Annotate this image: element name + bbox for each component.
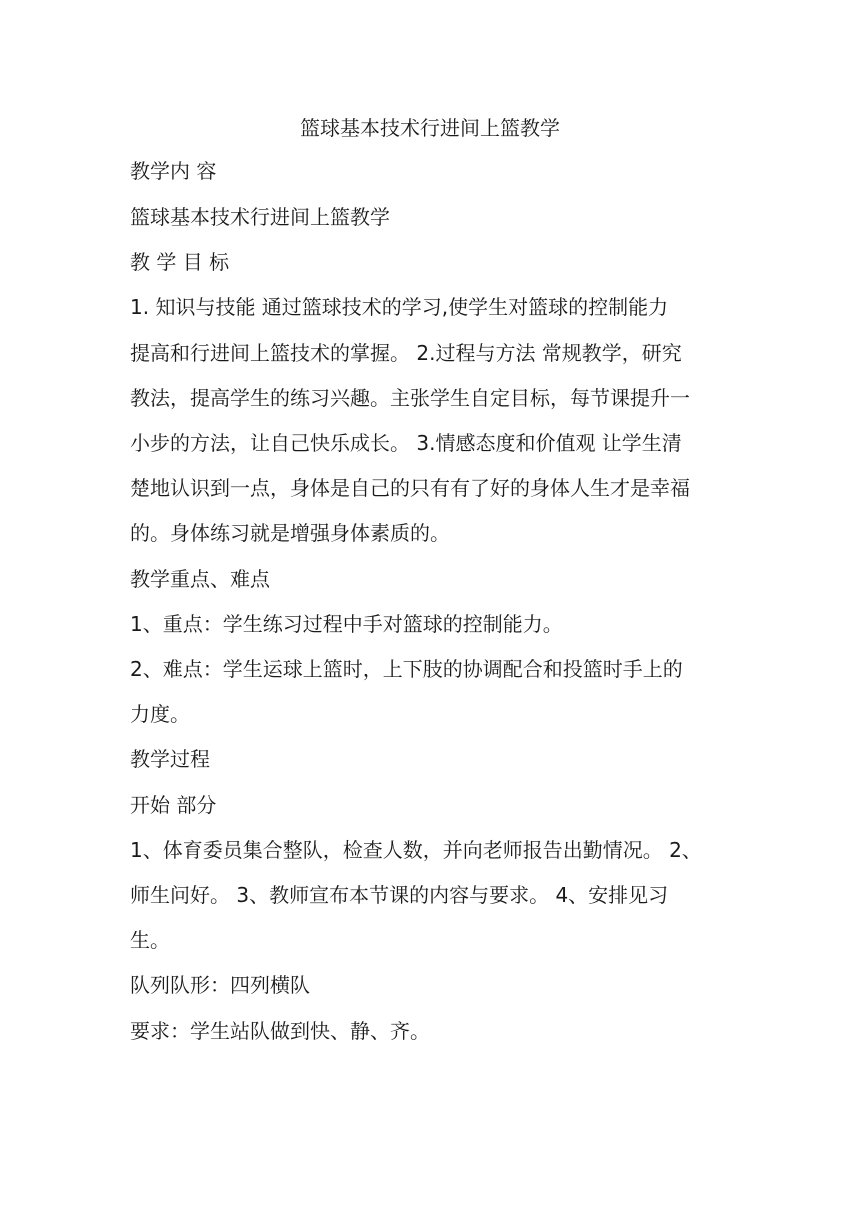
paragraph-line: 小步的方法，让自己快乐成长。 3.情感态度和价值观 让学生清 (130, 431, 682, 455)
paragraph-line: 队列队形：四列横队 (130, 973, 310, 997)
paragraph-line: 的。身体练习就是增强身体素质的。 (130, 521, 450, 545)
paragraph-line: 篮球基本技术行进间上篮教学 (130, 205, 390, 229)
paragraph-line: 要求：学生站队做到快、静、齐。 (130, 1019, 430, 1043)
paragraph-line: 1、体育委员集合整队，检查人数，并向老师报告出勤情况。 2、 (130, 838, 702, 862)
paragraph-line: 1、重点：学生练习过程中手对篮球的控制能力。 (130, 612, 563, 636)
paragraph-line: 师生问好。 3、教师宣布本节课的内容与要求。 4、安排见习 (130, 883, 669, 907)
heading-teaching-content: 教学内 容 (130, 159, 217, 183)
paragraph-line: 教法，提高学生的练习兴趣。主张学生自定目标，每节课提升一 (130, 386, 690, 410)
paragraph-line: 力度。 (130, 702, 190, 726)
heading-teaching-process: 教学过程 (130, 747, 210, 771)
heading-opening-part: 开始 部分 (130, 793, 217, 817)
paragraph-line: 楚地认识到一点，身体是自己的只有有了好的身体人生才是幸福 (130, 476, 690, 500)
paragraph-line: 2、难点：学生运球上篮时，上下肢的协调配合和投篮时手上的 (130, 657, 683, 681)
paragraph-line: 提高和行进间上篮技术的掌握。 2.过程与方法 常规教学，研究 (130, 341, 682, 365)
heading-teaching-goals: 教 学 目 标 (130, 250, 230, 274)
heading-key-points: 教学重点、难点 (130, 567, 270, 591)
paragraph-line: 1. 知识与技能 通过篮球技术的学习,使学生对篮球的控制能力 (130, 295, 669, 319)
paragraph-line: 生。 (130, 928, 170, 952)
document-title: 篮球基本技术行进间上篮教学 (300, 116, 560, 140)
